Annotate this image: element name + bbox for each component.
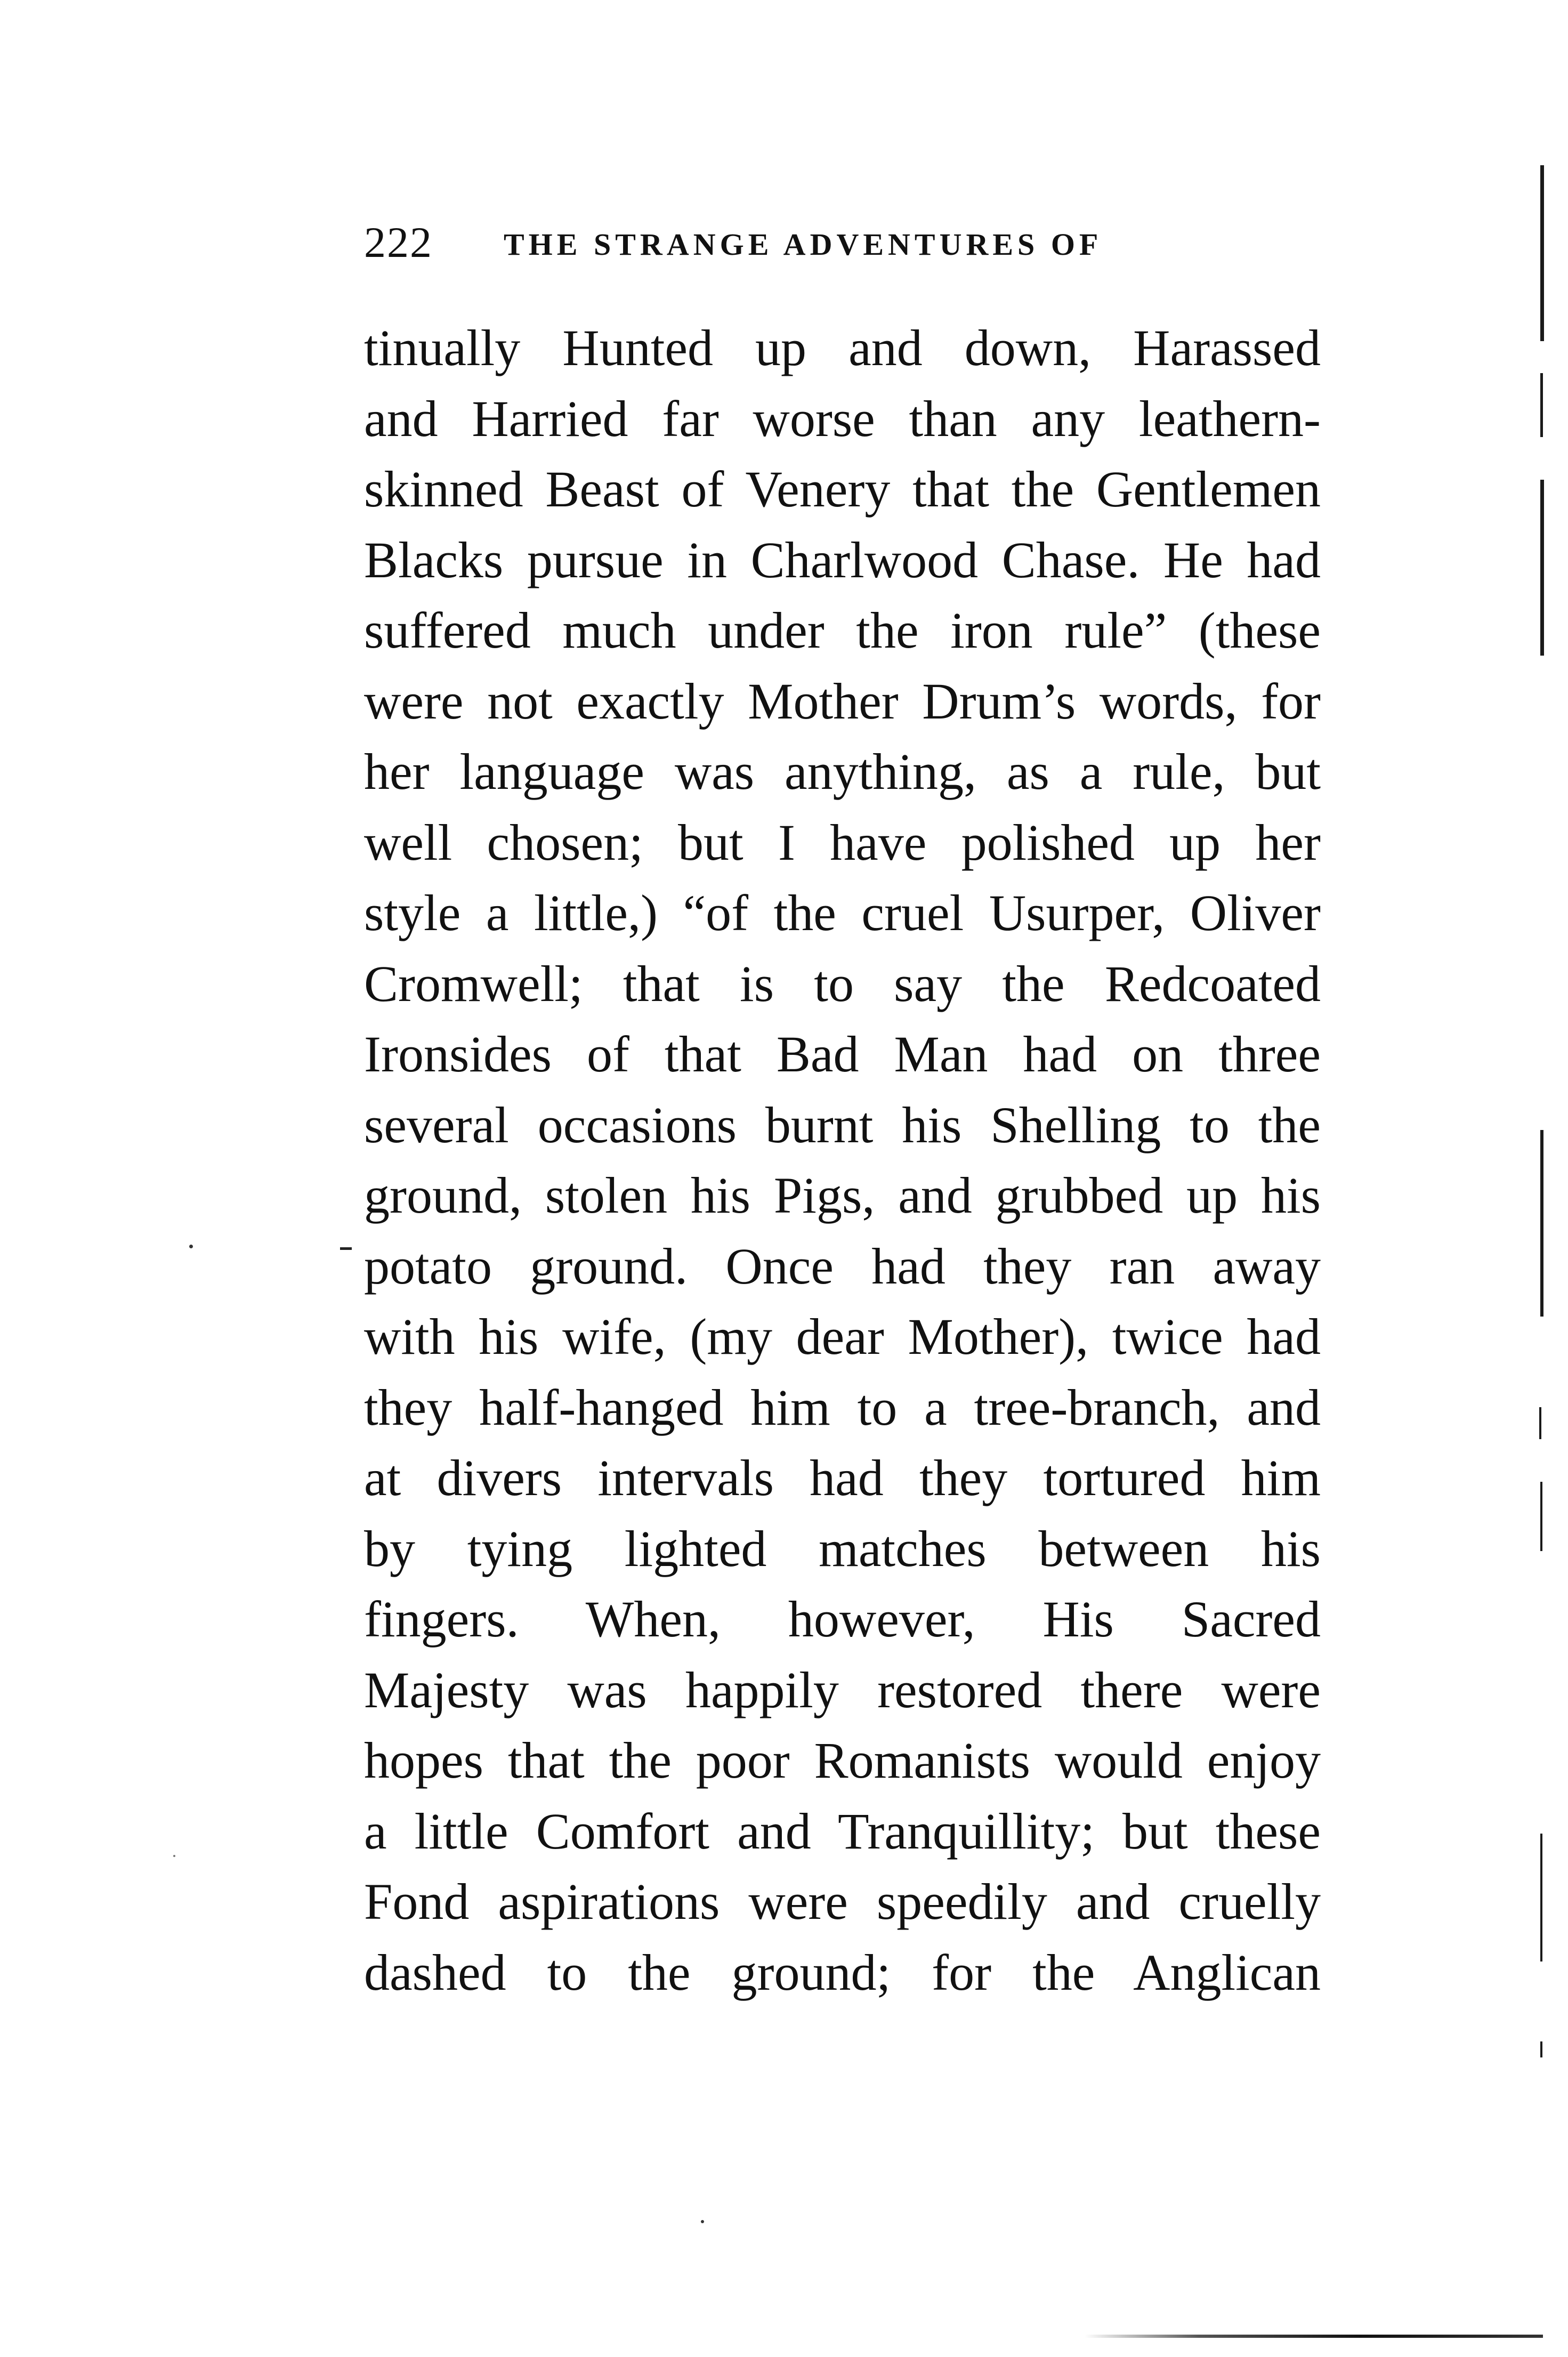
- text-line: Cromwell; that is to say the Redcoated: [364, 955, 1321, 1012]
- text-line: her language was anything, as a rule, but: [364, 743, 1321, 800]
- page-edge-mark: [1540, 1834, 1542, 1962]
- text-line: they half-hanged him to a tree-branch, and: [364, 1378, 1321, 1436]
- running-title: THE STRANGE ADVENTURES OF: [504, 227, 1103, 262]
- body-text: [364, 313, 1321, 2008]
- text-line: style a little,) “of the cruel Usurper, Oliver: [364, 884, 1321, 941]
- text-line: at divers intervals had they tortured him: [364, 1449, 1321, 1506]
- text-line: potato ground. Once had they ran away: [364, 1237, 1321, 1295]
- text-line: Blacks pursue in Charlwood Chase. He had: [364, 531, 1321, 588]
- text-line: by tying lighted matches between his: [364, 1520, 1321, 1577]
- text-line: dashed to the ground; for the Anglican: [364, 1943, 1321, 2001]
- text-line: Majesty was happily restored there were: [364, 1661, 1321, 1718]
- text-line: several occasions burnt his Shelling to the: [364, 1096, 1321, 1153]
- page-edge-mark: [1540, 1482, 1542, 1551]
- page-edge-mark: [1540, 1130, 1543, 1317]
- text-line: and Harried far worse than any leathern-: [364, 390, 1321, 447]
- text-line: skinned Beast of Venery that the Gentlemen: [364, 461, 1321, 518]
- text-line: Ironsides of that Bad Man had on three: [364, 1026, 1321, 1083]
- text-line: well chosen; but I have polished up her: [364, 813, 1321, 871]
- running-head: [364, 211, 1318, 275]
- page-edge-mark: [1540, 165, 1544, 341]
- text-line: a little Comfort and Tranquillity; but these: [364, 1802, 1321, 1860]
- margin-mark: [340, 1247, 352, 1250]
- ink-speck: [173, 1855, 175, 1857]
- page-edge-mark: [1540, 373, 1543, 437]
- text-line: tinually Hunted up and down, Harassed: [364, 319, 1321, 376]
- page-edge-mark: [1540, 480, 1544, 656]
- text-line: ground, stolen his Pigs, and grubbed up his: [364, 1167, 1321, 1224]
- scan-edge-line: [1085, 2335, 1543, 2338]
- text-line: were not exactly Mother Drum’s words, for: [364, 672, 1321, 730]
- text-line: with his wife, (my dear Mother), twice had: [364, 1308, 1321, 1365]
- page-number: 222: [364, 218, 433, 267]
- ink-speck: [189, 1245, 193, 1248]
- text-line: hopes that the poor Romanists would enjoy: [364, 1732, 1321, 1789]
- text-line: suffered much under the iron rule” (these: [364, 602, 1321, 659]
- text-line: Fond aspirations were speedily and cruelly: [364, 1873, 1321, 1930]
- page-edge-mark: [1540, 2041, 1542, 2057]
- page-edge-mark: [1539, 1407, 1541, 1439]
- text-line: fingers. When, however, His Sacred: [364, 1591, 1321, 1648]
- ink-speck: [701, 2220, 704, 2223]
